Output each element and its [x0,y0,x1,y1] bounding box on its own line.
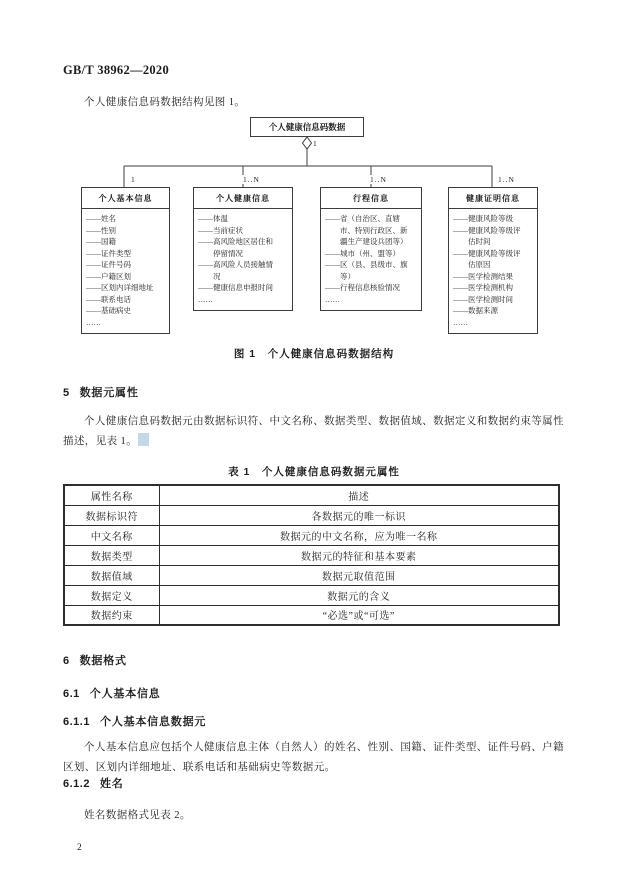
section-title: 姓名 [99,778,124,790]
description-cell: 数据元的中文名称，应为唯一名称 [159,525,559,545]
table-row [64,565,559,585]
section-number: 6.1.1 [63,716,90,728]
section-number: 6.1 [63,688,80,700]
diagram-root-box: 个人健康信息码数据 [250,117,364,137]
diagram-box-item: …… [86,317,101,327]
diagram-box-personal-basic-info [81,175,170,334]
table-row [64,525,559,545]
table-body [64,505,559,625]
description-cell: 数据元的含义 [159,585,559,605]
intro-paragraph: 个人健康信息码数据结构见图 1。 [84,97,246,108]
diagram-box-item: ——医学检测机构 [453,283,513,292]
diagram-box-item: ——姓名 [86,214,116,223]
diagram-box-item: ——城市（州、盟等） [325,248,400,258]
diagram-box-items [82,209,169,333]
attribute-name-cell: 中文名称 [64,525,159,545]
text-selection-highlight [138,433,149,446]
multiplicity-label: 1 [131,175,136,184]
description-cell: 各数据元的唯一标识 [159,505,559,525]
diagram-box-item: ——健康风险等级评估原因 [453,248,521,269]
diagram-box-item: ——户籍区划 [86,271,131,281]
multiplicity-label: 1..N [498,175,515,184]
diagram-box-item: ——医学检测时间 [453,294,513,304]
figure-1-diagram [66,115,564,346]
table-row [64,605,559,625]
description-cell: 数据元取值范围 [159,565,559,585]
diagram-box-title: 行程信息 [321,188,421,209]
diagram-box-item: ——区（县、县级市、旗等） [325,260,408,281]
table-reference: 1 [120,436,127,447]
table-header-attribute: 属性名称 [64,485,159,505]
diagram-box-item: ——证件类型 [86,248,131,258]
diagram-box-item: ——健康风险等级 [453,214,513,223]
section-number: 6.1.2 [63,778,90,790]
table-header-description: 描述 [159,485,559,505]
diagram-box-items [321,209,421,310]
root-multiplicity-label: 1 [313,139,317,148]
aggregation-diamond-icon [303,137,312,149]
multiplicity-label: 1..N [370,175,387,184]
multiplicity-label: 1..N [243,175,260,184]
diagram-box-travel-info [320,175,422,311]
section-6-1-1-paragraph: 个人基本信息应包括个人健康信息主体（自然人）的姓名、性别、国籍、证件类型、证件号码、户籍区划、区划内详细地址、联系电话和基础病史等数据元。 [63,742,564,773]
diagram-box-item: ——健康风险等级评估时间 [453,225,521,246]
table-header-row [64,485,559,505]
section-6-1-2-paragraph: 姓名数据格式见表 2。 [84,810,191,821]
figure-caption: 图 1 个人健康信息码数据结构 [233,348,395,360]
attribute-name-cell: 数据约束 [64,605,159,625]
section-number: 5 [63,387,70,399]
diagram-box-item: ——医学检测结果 [453,271,513,281]
table-1 [63,484,560,626]
diagram-box-item: ——国籍 [86,237,116,246]
diagram-box-item: ——高风险人员接触情况 [198,260,273,281]
diagram-box-item: ——当前症状 [198,225,243,235]
diagram-box-health-certificate-info [448,175,538,334]
diagram-box-item: …… [453,317,468,327]
paragraph-text: 个人健康信息码数据元由数据标识符、中文名称、数据类型、数据值域、数据定义和数据约束等属性描述，见表 [63,416,564,447]
section-5-heading [63,384,139,400]
attribute-name-cell: 数据标识符 [64,505,159,525]
diagram-box-item: ——省（自治区、直辖市、特别行政区、新疆生产建设兵团等） [325,214,408,246]
diagram-box-personal-health-info [193,175,293,311]
attribute-name-cell: 数据类型 [64,545,159,565]
section-6-1-1-heading [63,713,206,729]
table-row [64,505,559,525]
section-6-heading [63,652,127,668]
diagram-box-item: ——性别 [86,225,116,235]
section-title: 数据格式 [79,655,127,667]
standard-number: GB/T 38962—2020 [63,63,170,77]
diagram-box-item: ——高风险地区居住和停留情况 [198,237,273,258]
page-number: 2 [77,843,82,853]
diagram-box-item: ——证件号码 [86,260,131,269]
diagram-box-item: ——联系电话 [86,294,131,304]
attribute-name-cell: 数据定义 [64,585,159,605]
section-title: 个人基本信息 [89,688,161,700]
diagram-box-item: ——行程信息核验情况 [325,283,400,292]
section-title: 个人基本信息数据元 [99,716,207,728]
section-number: 6 [63,655,70,667]
table-row [64,545,559,565]
diagram-box-title: 个人基本信息 [82,188,169,209]
diagram-box-item: ——体温 [198,214,228,223]
diagram-box-item: ——基础病史 [86,306,131,315]
diagram-box-item: ——区划内详细地址 [86,283,154,292]
section-6-1-heading [63,685,161,701]
diagram-box-item: …… [325,294,340,304]
attribute-name-cell: 数据值域 [64,565,159,585]
section-5-paragraph [63,412,564,452]
section-6-1-2-heading [63,775,124,791]
section-title: 数据元属性 [79,387,139,399]
paragraph-text: 。 [126,436,138,447]
diagram-box-item: ——健康信息申报时间 [198,283,273,292]
diagram-box-title: 健康证明信息 [449,188,537,209]
diagram-box-title: 个人健康信息 [194,188,292,209]
description-cell: 数据元的特征和基本要素 [159,545,559,565]
description-cell: “必选”或“可选” [159,605,559,625]
diagram-box-item: …… [198,294,213,304]
diagram-box-item: ——数据来源 [453,306,498,315]
diagram-box-items [449,209,537,333]
table-1-title: 表 1 个人健康信息码数据元属性 [228,466,400,478]
diagram-box-items [194,209,292,310]
table-row [64,585,559,605]
